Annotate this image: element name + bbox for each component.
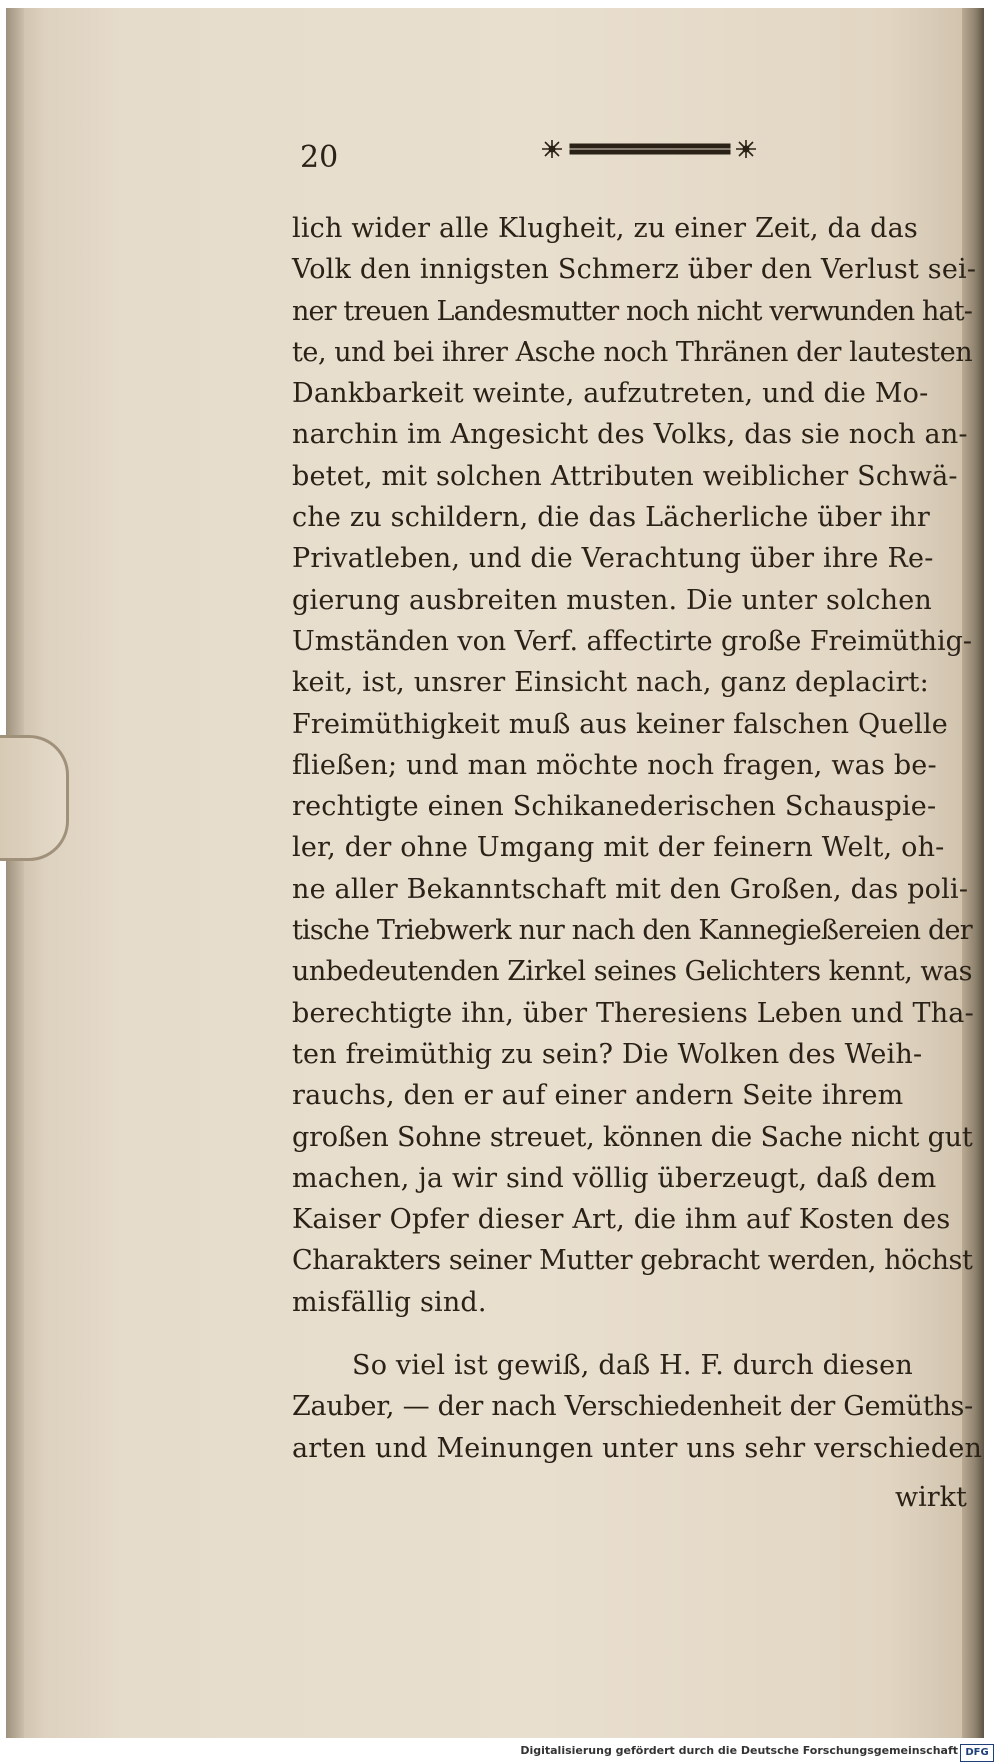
- text-line: gierung ausbreiten musten. Die unter solchen: [292, 584, 932, 616]
- text-line: lich wider alle Klugheit, zu einer Zeit, da das: [292, 213, 918, 244]
- header-ornament-icon: [540, 136, 760, 162]
- text-line: machen, ja wir sind völlig überzeugt, daß dem: [292, 1162, 937, 1194]
- text-line: che zu schildern, die das Lächerliche über ihr: [292, 502, 930, 534]
- text-line: arten und Meinungen unter uns sehr verschieden: [292, 1432, 983, 1464]
- text-line: Volk den innigsten Schmerz über den Verlust sei-: [292, 254, 977, 286]
- page-number: 20: [300, 140, 339, 175]
- text-line: betet, mit solchen Attributen weiblicher Schwä-: [292, 460, 958, 492]
- text-line: ne aller Bekanntschaft mit den Großen, das poli-: [292, 873, 969, 905]
- dfg-logo: DFG: [960, 1744, 994, 1762]
- text-line: Privatleben, und die Verachtung über ihre Re-: [292, 543, 934, 575]
- text-line: rauchs, den er auf einer andern Seite ihrem: [292, 1080, 904, 1112]
- text-line: tische Triebwerk nur nach den Kannegießereien der: [292, 915, 972, 947]
- text-line: Umständen von Verf. affectirte große Freimüthig-: [292, 625, 972, 657]
- text-line: misfällig sind.: [292, 1286, 487, 1318]
- text-line: ler, der ohne Umgang mit der feinern Welt, oh-: [292, 832, 945, 864]
- text-line: narchin im Angesicht des Volks, das sie noch an-: [292, 419, 968, 451]
- text-line: te, und bei ihrer Asche noch Thränen der lautesten: [292, 336, 973, 368]
- footer-credit: Digitalisierung gefördert durch die Deutsche Forschungsgemeinschaft: [520, 1744, 958, 1757]
- paragraph-main: [292, 208, 982, 1323]
- paragraph-second: [292, 1345, 982, 1469]
- text-line: rechtigte einen Schikanederischen Schauspie-: [292, 791, 937, 823]
- text-line: ten freimüthig zu sein? Die Wolken des Weih-: [292, 1038, 923, 1070]
- text-line: Charakters seiner Mutter gebracht werden, höchst: [292, 1245, 973, 1277]
- text-line: So viel ist gewiß, daß H. F. durch diesen: [352, 1350, 913, 1381]
- text-line: fließen; und man möchte noch fragen, was be-: [292, 749, 937, 781]
- page-tab-marker: [0, 735, 69, 861]
- text-line: Kaiser Opfer dieser Art, die ihm auf Kosten des: [292, 1204, 951, 1236]
- text-line: unbedeutenden Zirkel seines Gelichters kennt, was: [292, 956, 972, 988]
- text-line: Dankbarkeit weinte, aufzutreten, und die Mo-: [292, 378, 929, 410]
- page-gutter: [6, 8, 24, 1738]
- text-line: Freimüthigkeit muß aus keiner falschen Quelle: [292, 708, 948, 740]
- catchword: wirkt: [895, 1482, 967, 1513]
- text-line: berechtigte ihn, über Theresiens Leben und Tha-: [292, 997, 974, 1029]
- text-line: keit, ist, unsrer Einsicht nach, ganz deplacirt:: [292, 667, 929, 699]
- text-line: großen Sohne streuet, können die Sache nicht gut: [292, 1121, 973, 1153]
- text-line: Zauber, — der nach Verschiedenheit der Gemüths-: [292, 1391, 974, 1423]
- text-line: ner treuen Landesmutter noch nicht verwunden hat-: [292, 295, 973, 327]
